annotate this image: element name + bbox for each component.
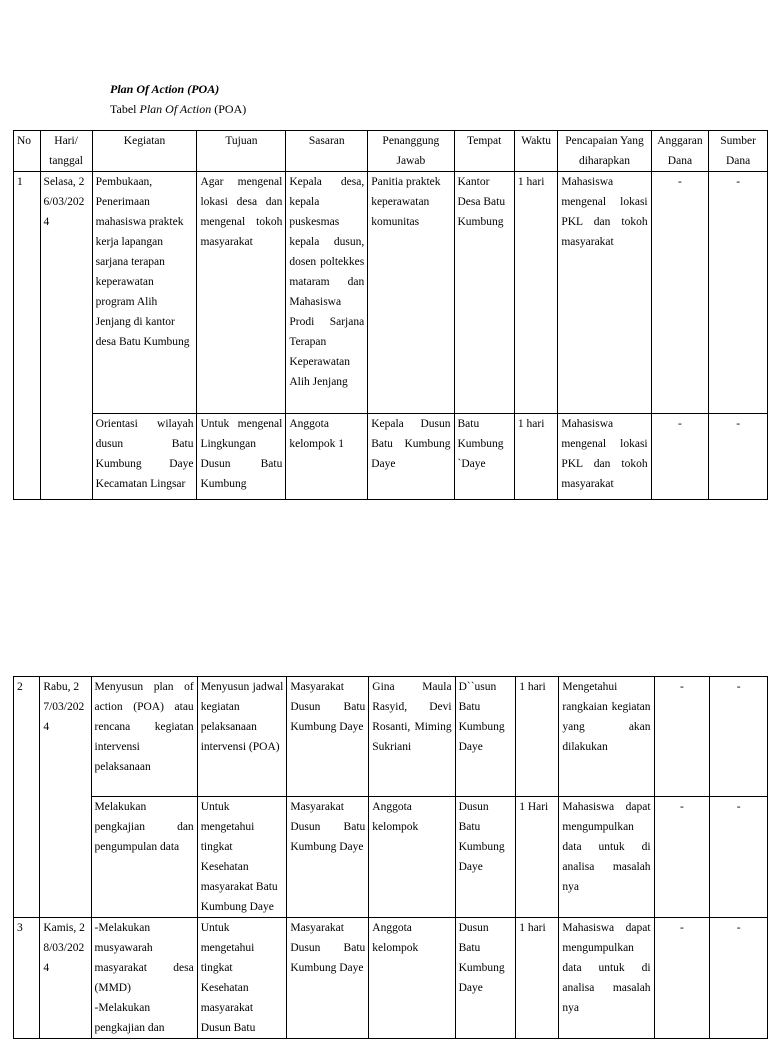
row-anggaran: - xyxy=(654,797,710,918)
row-sumber: - xyxy=(710,797,768,918)
row-hari: Kamis, 28/03/2024 xyxy=(40,918,91,1039)
header-waktu: Waktu xyxy=(514,131,557,172)
header-anggaran: Anggaran Dana xyxy=(651,131,709,172)
header-pencapaian: Pencapaian Yang diharapkan xyxy=(558,131,651,172)
row-waktu: 1 hari xyxy=(514,172,557,414)
row-tujuan: Untuk mengenal Lingkungan Dusun Batu Kumbung xyxy=(197,414,286,500)
row-kegiatan: Pembukaan, Penerimaan mahasiswa praktek kerja lapangan sarjana terapan keperawatan program Alih Jenjang di kantor desa Batu Kumbung xyxy=(92,172,197,414)
row-penanggung-jawab: Anggota kelompok xyxy=(369,797,455,918)
row-hari: Selasa, 26/03/2024 xyxy=(40,172,92,500)
row-penanggung-jawab: Panitia praktek keperawatan komunitas xyxy=(368,172,454,414)
row-pencapaian: Mahasiswa mengenal lokasi PKL dan tokoh masyarakat xyxy=(558,414,651,500)
header-sumber: Sumber Dana xyxy=(709,131,768,172)
row-waktu: 1 hari xyxy=(516,918,559,1039)
kegiatan-item: -Melakukan musyawarah masyarakat desa (MMD) xyxy=(94,922,194,994)
table-header-row xyxy=(14,131,768,172)
row-tujuan: Untuk mengetahui tingkat Kesehatan masyarakat Dusun Batu xyxy=(197,918,287,1039)
caption-suffix: (POA) xyxy=(211,102,247,116)
row-sasaran: Masyarakat Dusun Batu Kumbung Daye xyxy=(287,918,369,1039)
document-title: Plan Of Action (POA) xyxy=(110,82,220,96)
header-kegiatan: Kegiatan xyxy=(92,131,197,172)
row-tujuan: Agar mengenal lokasi desa dan mengenal tokoh masyarakat xyxy=(197,172,286,414)
header-no: No xyxy=(14,131,41,172)
row-anggaran: - xyxy=(651,414,709,500)
row-sumber: - xyxy=(709,172,768,414)
header-hari: Hari/ tanggal xyxy=(40,131,92,172)
row-tujuan: Untuk mengetahui tingkat Kesehatan masyarakat Batu Kumbung Daye xyxy=(197,797,287,918)
row-no: 2 xyxy=(14,677,40,918)
row-sasaran: Masyarakat Dusun Batu Kumbung Daye xyxy=(287,797,369,918)
row-pencapaian: Mahasiswa dapat mengumpulkan data untuk di analisa masalah nya xyxy=(559,918,654,1039)
row-kegiatan: Melakukan pengkajian dan pengumpulan data xyxy=(91,797,197,918)
table-row xyxy=(14,797,768,918)
header-tujuan: Tujuan xyxy=(197,131,286,172)
row-pencapaian: Mengetahui rangkaian kegiatan yang akan dilakukan xyxy=(559,677,654,797)
row-hari: Rabu, 27/03/2024 xyxy=(40,677,91,918)
row-sasaran: Anggota kelompok 1 xyxy=(286,414,368,500)
caption-prefix: Tabel xyxy=(110,102,140,116)
row-tempat: Batu Kumbung `Daye xyxy=(454,414,514,500)
kegiatan-item: -Melakukan pengkajian dan xyxy=(94,1002,165,1034)
row-sumber: - xyxy=(710,918,768,1039)
row-tempat: Kantor Desa Batu Kumbung xyxy=(454,172,514,414)
row-kegiatan xyxy=(91,918,197,1039)
table-row xyxy=(14,172,768,414)
header-penanggung-jawab: Penanggung Jawab xyxy=(368,131,454,172)
table-row xyxy=(14,414,768,500)
row-anggaran: - xyxy=(651,172,709,414)
table-row xyxy=(14,918,768,1039)
poa-table-page-1 xyxy=(13,130,768,500)
row-kegiatan: Orientasi wilayah dusun Batu Kumbung Daye Kecamatan Lingsar xyxy=(92,414,197,500)
row-penanggung-jawab: Anggota kelompok xyxy=(369,918,455,1039)
row-waktu: 1 Hari xyxy=(516,797,559,918)
row-no: 3 xyxy=(14,918,40,1039)
row-pencapaian: Mahasiswa mengenal lokasi PKL dan tokoh masyarakat xyxy=(558,172,651,414)
table-row xyxy=(14,677,768,797)
row-sasaran: Kepala desa, kepala puskesmas kepala dusun, dosen poltekkes mataram dan Mahasiswa Prodi Sarjana Terapan Keperawatan Alih Jenjang xyxy=(286,172,368,414)
row-tujuan: Menyusun jadwal kegiatan pelaksanaan intervensi (POA) xyxy=(197,677,287,797)
row-tempat: D``usun Batu Kumbung Daye xyxy=(455,677,516,797)
header-tempat: Tempat xyxy=(454,131,514,172)
row-waktu: 1 hari xyxy=(516,677,559,797)
row-waktu: 1 hari xyxy=(514,414,557,500)
row-anggaran: - xyxy=(654,918,710,1039)
row-no: 1 xyxy=(14,172,41,500)
row-tempat: Dusun Batu Kumbung Daye xyxy=(455,918,516,1039)
row-sumber: - xyxy=(710,677,768,797)
row-penanggung-jawab: Gina Maula Rasyid, Devi Rosanti, Miming Sukriani xyxy=(369,677,455,797)
table-caption xyxy=(110,101,246,117)
row-pencapaian: Mahasiswa dapat mengumpulkan data untuk di analisa masalah nya xyxy=(559,797,654,918)
row-sasaran: Masyarakat Dusun Batu Kumbung Daye xyxy=(287,677,369,797)
row-tempat: Dusun Batu Kumbung Daye xyxy=(455,797,516,918)
row-anggaran: - xyxy=(654,677,710,797)
row-kegiatan: Menyusun plan of action (POA) atau rencana kegiatan intervensi pelaksanaan xyxy=(91,677,197,797)
row-penanggung-jawab: Kepala Dusun Batu Kumbung Daye xyxy=(368,414,454,500)
caption-italic: Plan Of Action xyxy=(139,102,212,116)
header-sasaran: Sasaran xyxy=(286,131,368,172)
row-sumber: - xyxy=(709,414,768,500)
poa-table-page-2 xyxy=(13,676,768,1039)
